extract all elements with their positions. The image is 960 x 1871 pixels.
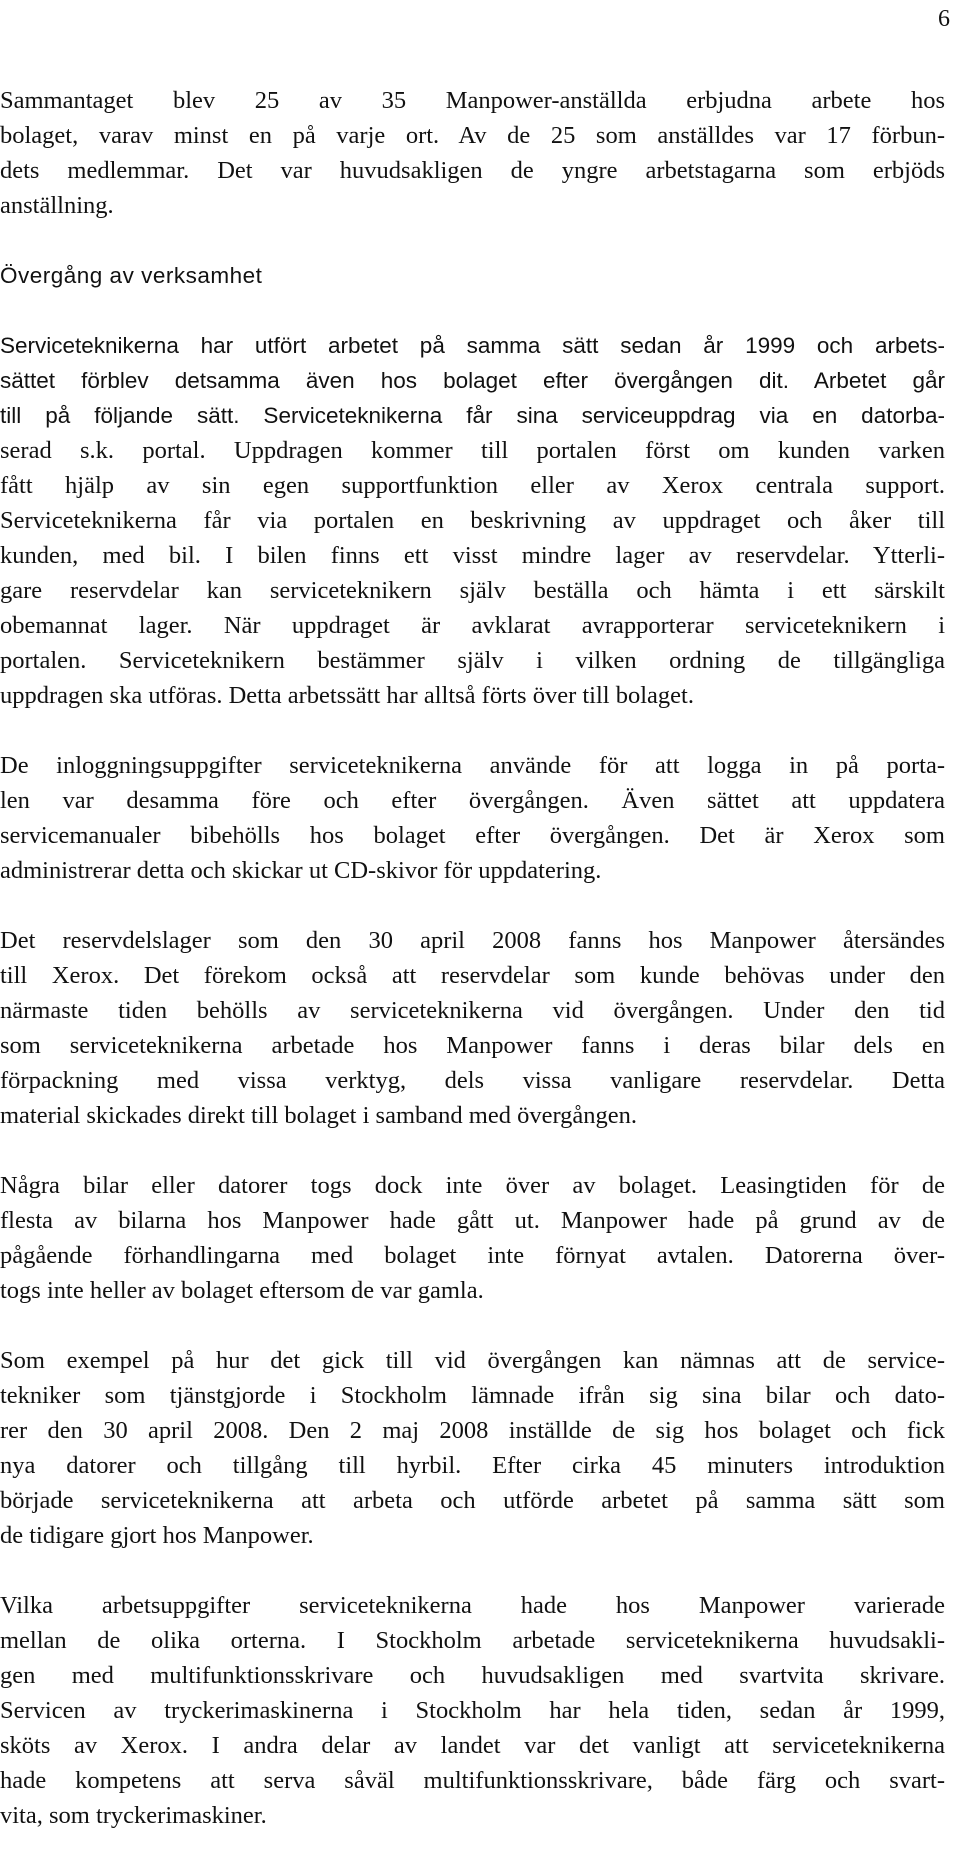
text-line: fått hjälp av sin egen supportfunktion eller av Xerox centrala support. — [0, 472, 945, 499]
paragraph-gap — [0, 713, 945, 748]
paragraph — [0, 1343, 945, 1553]
text-line: till på följande sätt. Serviceteknikerna får sina serviceuppdrag via en datorba- — [0, 403, 945, 428]
text-line: Några bilar eller datorer togs dock inte över av bolaget. Leasingtiden för de — [0, 1172, 945, 1199]
text-line: flesta av bilarna hos Manpower hade gått ut. Manpower hade på grund av de — [0, 1207, 945, 1234]
paragraph-gap — [0, 1553, 945, 1588]
text-line: Sammantaget blev 25 av 35 Manpower-anställda erbjudna arbete hos — [0, 87, 945, 114]
text-line: närmaste tiden behölls av serviceteknikerna vid övergången. Under den tid — [0, 997, 945, 1024]
text-line: mellan de olika orterna. I Stockholm arbetade serviceteknikerna huvudsakli- — [0, 1627, 945, 1654]
text-line: material skickades direkt till bolaget i samband med övergången. — [0, 1102, 638, 1129]
paragraph-gap — [0, 1133, 945, 1168]
text-line: portalen. Serviceteknikern bestämmer själv i vilken ordning de tillgängliga — [0, 647, 945, 674]
page-number: 6 — [938, 6, 950, 32]
paragraph-gap — [0, 888, 945, 923]
text-line: De inloggningsuppgifter serviceteknikerna använde för att logga in på porta- — [0, 752, 945, 779]
text-line: Det reservdelslager som den 30 april 2008 fanns hos Manpower återsändes — [0, 927, 945, 954]
paragraph — [0, 83, 945, 223]
paragraph — [0, 1168, 945, 1308]
paragraph-gap — [0, 1308, 945, 1343]
text-line: började serviceteknikerna att arbeta och utförde arbetet på samma sätt som — [0, 1487, 945, 1514]
text-line: servicemanualer bibehölls hos bolaget efter övergången. Det är Xerox som — [0, 822, 945, 849]
text-line: Som exempel på hur det gick till vid övergången kan nämnas att de service- — [0, 1347, 945, 1374]
text-line: rer den 30 april 2008. Den 2 maj 2008 inställde de sig hos bolaget och fick — [0, 1417, 945, 1444]
section-heading: Övergång av verksamhet — [0, 263, 263, 288]
text-line: till Xerox. Det förekom också att reservdelar som kunde behövas under den — [0, 962, 945, 989]
text-line: Serviceteknikerna får via portalen en beskrivning av uppdraget och åker till — [0, 507, 945, 534]
text-line: gare reservdelar kan serviceteknikern själv beställa och hämta i ett särskilt — [0, 577, 945, 604]
paragraph — [0, 748, 945, 888]
text-line: gen med multifunktionsskrivare och huvudsakligen med svartvita skrivare. — [0, 1662, 945, 1689]
text-line: nya datorer och tillgång till hyrbil. Efter cirka 45 minuters introduktion — [0, 1452, 945, 1479]
text-line: hade kompetens att serva såväl multifunktionsskrivare, både färg och svart- — [0, 1767, 945, 1794]
document-body — [0, 83, 945, 1833]
text-line: togs inte heller av bolaget eftersom de var gamla. — [0, 1277, 484, 1304]
text-line: dets medlemmar. Det var huvudsakligen de yngre arbetstagarna som erbjöds — [0, 157, 945, 184]
paragraph — [0, 328, 945, 713]
text-line: serad s.k. portal. Uppdragen kommer till portalen först om kunden varken — [0, 437, 945, 464]
text-line: sköts av Xerox. I andra delar av landet var det vanligt att serviceteknikerna — [0, 1732, 945, 1759]
text-line: Serviceteknikerna har utfört arbetet på samma sätt sedan år 1999 och arbets- — [0, 333, 945, 358]
text-line: len var desamma före och efter övergången. Även sättet att uppdatera — [0, 787, 945, 814]
text-line: administrerar detta och skickar ut CD-skivor för uppdatering. — [0, 857, 602, 884]
text-line: anställning. — [0, 192, 114, 219]
text-line: Servicen av tryckerimaskinerna i Stockholm har hela tiden, sedan år 1999, — [0, 1697, 945, 1724]
text-line: Vilka arbetsuppgifter serviceteknikerna hade hos Manpower varierade — [0, 1592, 945, 1619]
text-line: förpackning med vissa verktyg, dels vissa vanligare reservdelar. Detta — [0, 1067, 945, 1094]
text-line: som serviceteknikerna arbetade hos Manpower fanns i deras bilar dels en — [0, 1032, 945, 1059]
paragraph-gap — [0, 223, 945, 258]
text-line: tekniker som tjänstgjorde i Stockholm lämnade ifrån sig sina bilar och dato- — [0, 1382, 945, 1409]
text-line: obemannat lager. När uppdraget är avklarat avrapporterar serviceteknikern i — [0, 612, 945, 639]
text-line: vita, som tryckerimaskiner. — [0, 1802, 267, 1829]
text-line: bolaget, varav minst en på varje ort. Av de 25 som anställdes var 17 förbun- — [0, 122, 945, 149]
paragraph — [0, 1588, 945, 1833]
text-line: pågående förhandlingarna med bolaget inte förnyat avtalen. Datorerna över- — [0, 1242, 945, 1269]
paragraph-gap — [0, 293, 945, 328]
paragraph — [0, 923, 945, 1133]
text-line: de tidigare gjort hos Manpower. — [0, 1522, 314, 1549]
text-line: kunden, med bil. I bilen finns ett visst mindre lager av reservdelar. Ytterli- — [0, 542, 945, 569]
text-line: uppdragen ska utföras. Detta arbetssätt har alltså förts över till bolaget. — [0, 682, 694, 709]
text-line: sättet förblev detsamma även hos bolaget efter övergången dit. Arbetet går — [0, 368, 945, 393]
